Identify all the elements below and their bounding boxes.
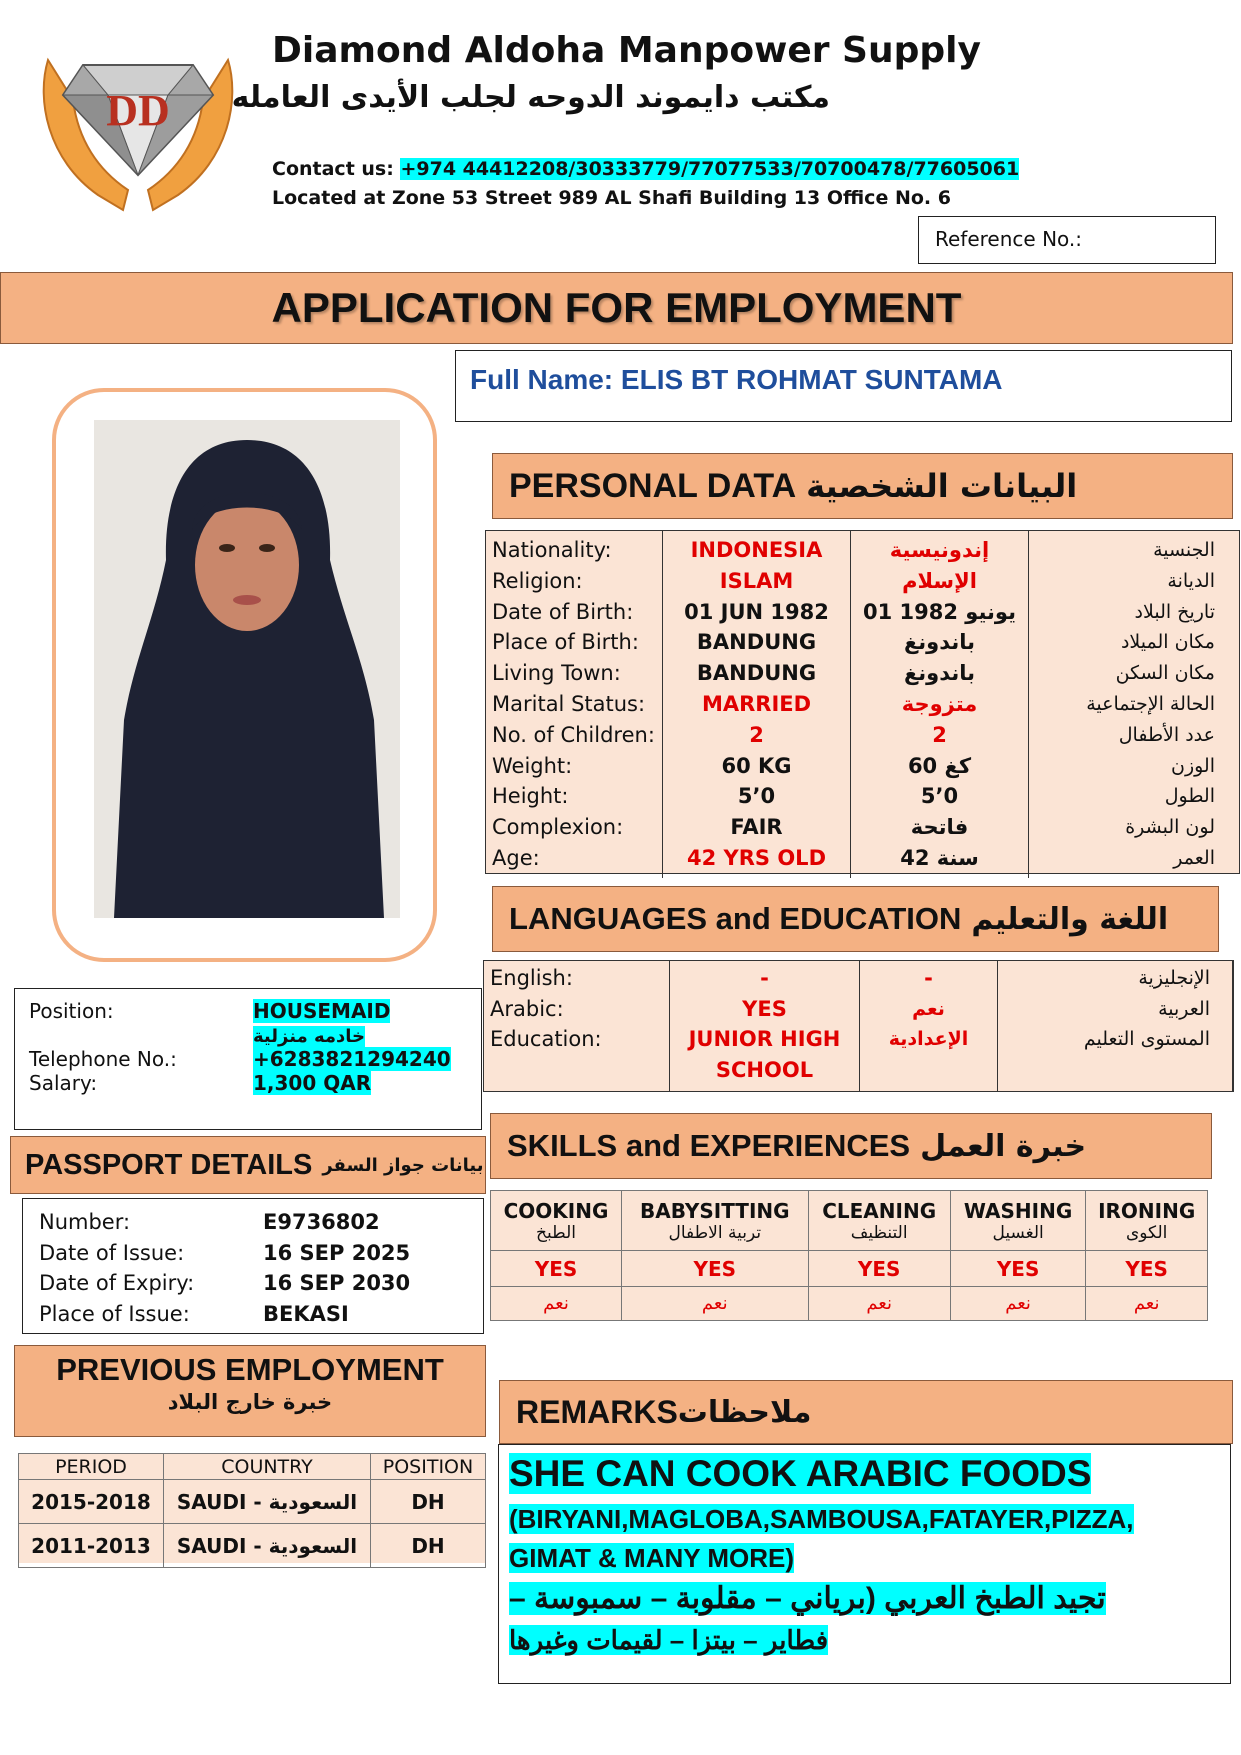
skill-washing-yes: YES (950, 1251, 1086, 1287)
languages-labels-ar (998, 961, 1233, 1091)
skill-cooking: COOKING الطبخ (491, 1191, 622, 1251)
label-dob: Date of Birth: (492, 599, 634, 624)
photo-frame (52, 388, 437, 962)
value-ar-religion: الإسلام (902, 568, 977, 593)
company-logo (28, 40, 248, 212)
label-ar-living-town: مكان السكن (1115, 662, 1215, 685)
pe-row-1-country: SAUDI - السعودية (164, 1480, 371, 1524)
remarks-line-4: تجيد الطبخ العربي (برياني – مقلوبة – سمبوسة – (509, 1582, 1106, 1616)
label-living-town: Living Town: (492, 661, 621, 686)
skills-header (490, 1113, 1212, 1179)
skill-ironing-yes: YES (1086, 1251, 1208, 1287)
personal-data-header (492, 453, 1233, 519)
label-ar-religion: الديانة (1167, 569, 1215, 592)
skill-washing-yes-ar: نعم (950, 1287, 1086, 1321)
value-ar-education: الإعدادية (888, 1028, 969, 1050)
remarks-line-5: فطاير – بيتزا – لقيمات وغيرها (509, 1624, 829, 1655)
pe-row-2-position: DH (371, 1524, 486, 1568)
value-arabic: YES (742, 996, 787, 1021)
form-title-bar (0, 272, 1233, 344)
skill-ironing: IRONING الكوى (1086, 1191, 1208, 1251)
value-education-2: SCHOOL (715, 1057, 814, 1082)
position-label: Position: (29, 999, 114, 1023)
label-weight: Weight: (492, 753, 573, 778)
personal-labels-en (486, 531, 663, 878)
languages-heading-en: LANGUAGES and EDUCATION (509, 901, 962, 936)
value-ar-dob: يونيو 1982 01 (863, 599, 1016, 624)
remarks-heading-en: REMARKS (516, 1393, 678, 1430)
previous-heading-en: PREVIOUS EMPLOYMENT (56, 1352, 444, 1387)
skill-cleaning: CLEANING التنظيف (808, 1191, 950, 1251)
value-weight: 60 KG (721, 753, 792, 778)
pe-header-position: POSITION (371, 1454, 486, 1480)
label-ar-height: الطول (1164, 785, 1215, 808)
skills-heading-en: SKILLS and EXPERIENCES (507, 1128, 911, 1163)
skill-cleaning-yes-ar: نعم (808, 1287, 950, 1321)
label-ar-weight: الوزن (1170, 754, 1215, 777)
value-english: - (760, 966, 769, 990)
label-nationality: Nationality: (492, 538, 612, 562)
previous-employment-header (14, 1345, 486, 1437)
label-complexion: Complexion: (492, 815, 624, 840)
passport-heading-ar: بيانات جواز السفر (322, 1154, 484, 1176)
value-ar-marital-status: متزوجة (901, 691, 978, 716)
label-ar-education: المستوى التعليم (1083, 1028, 1210, 1050)
value-complexion: FAIR (730, 815, 783, 840)
value-marital-status: MARRIED (701, 691, 812, 716)
contact-line (272, 158, 1019, 180)
salary-value: 1,300 QAR (253, 1071, 372, 1095)
languages-values-ar (860, 961, 998, 1091)
remarks-heading-ar: ملاحظات (677, 1394, 812, 1430)
skills-table (490, 1190, 1208, 1320)
languages-labels-en (484, 961, 670, 1091)
label-religion: Religion: (492, 568, 583, 593)
pe-header-country: COUNTRY (164, 1454, 371, 1480)
label-ar-dob: تاريخ البلاد (1134, 600, 1215, 623)
passport-heading-en: PASSPORT DETAILS (25, 1148, 313, 1181)
value-ar-weight: كغ 60 (907, 753, 972, 778)
languages-table (483, 960, 1234, 1092)
languages-values-en (670, 961, 860, 1091)
value-pob: BANDUNG (696, 630, 817, 655)
skill-ironing-yes-ar: نعم (1086, 1287, 1208, 1321)
value-religion: ISLAM (719, 568, 794, 593)
pe-header-period: PERIOD (19, 1454, 164, 1480)
logo-letters: DD (106, 86, 170, 135)
personal-heading-en: PERSONAL DATA (509, 466, 797, 505)
reference-label: Reference No.: (935, 227, 1083, 251)
pe-row-1-position: DH (371, 1480, 486, 1524)
label-ar-children: عدد الأطفال (1118, 723, 1215, 746)
contact-numbers: +974 44412208/30333779/77077533/70700478/77605061 (400, 158, 1020, 180)
skill-washing: WASHING الغسيل (950, 1191, 1086, 1251)
passport-header (10, 1136, 486, 1194)
skill-babysitting: BABYSITTING تربية الاطفال (622, 1191, 808, 1251)
value-ar-living-town: باندونغ (903, 661, 976, 686)
value-living-town: BANDUNG (696, 661, 817, 686)
passport-table (22, 1198, 484, 1334)
skill-cleaning-yes: YES (808, 1251, 950, 1287)
value-ar-children: 2 (932, 722, 947, 747)
position-value-ar: خادمه منزلية (253, 1026, 366, 1047)
contact-label: Contact us: (272, 158, 394, 180)
passport-issue-date: 16 SEP 2025 (263, 1240, 411, 1265)
value-education: JUNIOR HIGH (688, 1027, 841, 1051)
value-age: 42 YRS OLD (686, 845, 826, 870)
languages-header (492, 886, 1219, 952)
value-nationality: INDONESIA (690, 538, 823, 562)
personal-labels-ar (1029, 531, 1239, 878)
pe-row-2-period: 2011-2013 (19, 1524, 164, 1568)
company-name-en: Diamond Aldoha Manpower Supply (272, 30, 981, 71)
label-ar-marital-status: الحالة الإجتماعية (1086, 692, 1215, 715)
remarks-line-1: SHE CAN COOK ARABIC FOODS (509, 1453, 1092, 1494)
pe-row-2-country: SAUDI - السعودية (164, 1524, 371, 1568)
value-children: 2 (749, 722, 764, 747)
passport-label-number: Number: (39, 1210, 131, 1234)
skill-cooking-yes: YES (491, 1251, 622, 1287)
skill-babysitting-yes: YES (622, 1251, 808, 1287)
skill-cooking-yes-ar: نعم (491, 1287, 622, 1321)
salary-label: Salary: (29, 1071, 98, 1095)
label-ar-pob: مكان الميلاد (1120, 631, 1215, 654)
label-ar-nationality: الجنسية (1153, 539, 1215, 561)
personal-values-ar (851, 531, 1029, 878)
value-ar-pob: باندونغ (903, 630, 976, 655)
label-ar-arabic: العربية (1158, 997, 1210, 1020)
value-ar-age: سنة 42 (900, 845, 979, 870)
position-value: HOUSEMAID (253, 999, 391, 1023)
company-address: Located at Zone 53 Street 989 AL Shafi Building 13 Office No. 6 (272, 187, 951, 209)
telephone-value: +6283821294240 (253, 1047, 451, 1071)
passport-label-issue: Date of Issue: (39, 1240, 185, 1265)
remarks-line-2: (BIRYANI,MAGLOBA,SAMBOUSA,FATAYER,PIZZA, (509, 1504, 1134, 1535)
value-height: 5’0 (737, 784, 776, 809)
label-height: Height: (492, 784, 569, 809)
passport-label-expiry: Date of Expiry: (39, 1271, 195, 1295)
label-ar-english: الإنجليزية (1138, 967, 1210, 989)
passport-number: E9736802 (263, 1210, 380, 1234)
value-ar-height: 5’0 (920, 784, 959, 809)
reference-box (918, 216, 1216, 264)
skill-babysitting-yes-ar: نعم (622, 1287, 808, 1321)
value-ar-nationality: إندونيسية (889, 538, 990, 562)
label-marital-status: Marital Status: (492, 691, 646, 716)
remarks-line-3: GIMAT & MANY MORE) (509, 1542, 795, 1573)
label-english: English: (490, 966, 573, 990)
personal-values-en (663, 531, 851, 878)
value-ar-english: - (924, 966, 933, 990)
value-ar-complexion: فاتحة (910, 815, 969, 840)
passport-expiry-date: 16 SEP 2030 (263, 1271, 411, 1295)
company-name-ar: مكتب دايموند الدوحه لجلب الأيدى العامله (231, 80, 830, 115)
pe-row-1-period: 2015-2018 (19, 1480, 164, 1524)
telephone-label: Telephone No.: (29, 1047, 177, 1071)
personal-data-table (485, 530, 1240, 874)
applicant-photo (94, 420, 400, 918)
previous-employment-table (18, 1453, 486, 1563)
remarks-box (498, 1444, 1231, 1684)
label-pob: Place of Birth: (492, 630, 639, 655)
previous-heading-ar: خبرة خارج البلاد (167, 1390, 333, 1414)
label-education: Education: (490, 1027, 602, 1051)
value-ar-arabic: نعم (912, 997, 945, 1020)
label-ar-complexion: لون البشرة (1125, 816, 1215, 839)
form-title: APPLICATION FOR EMPLOYMENT (271, 284, 962, 331)
passport-place-of-issue: BEKASI (263, 1301, 349, 1326)
remarks-header (499, 1380, 1233, 1444)
label-arabic: Arabic: (490, 996, 564, 1021)
passport-label-place: Place of Issue: (39, 1301, 190, 1326)
value-dob: 01 JUN 1982 (684, 599, 829, 624)
full-name-box (455, 350, 1232, 422)
full-name: Full Name: ELIS BT ROHMAT SUNTAMA (470, 364, 1003, 395)
label-children: No. of Children: (492, 722, 655, 747)
personal-heading-ar: البيانات الشخصية (806, 467, 1078, 505)
languages-heading-ar: اللغة والتعليم (971, 901, 1169, 937)
skills-heading-ar: خبرة العمل (920, 1128, 1087, 1164)
position-box (14, 988, 482, 1130)
label-ar-age: العمر (1173, 846, 1215, 869)
label-age: Age: (492, 845, 540, 870)
